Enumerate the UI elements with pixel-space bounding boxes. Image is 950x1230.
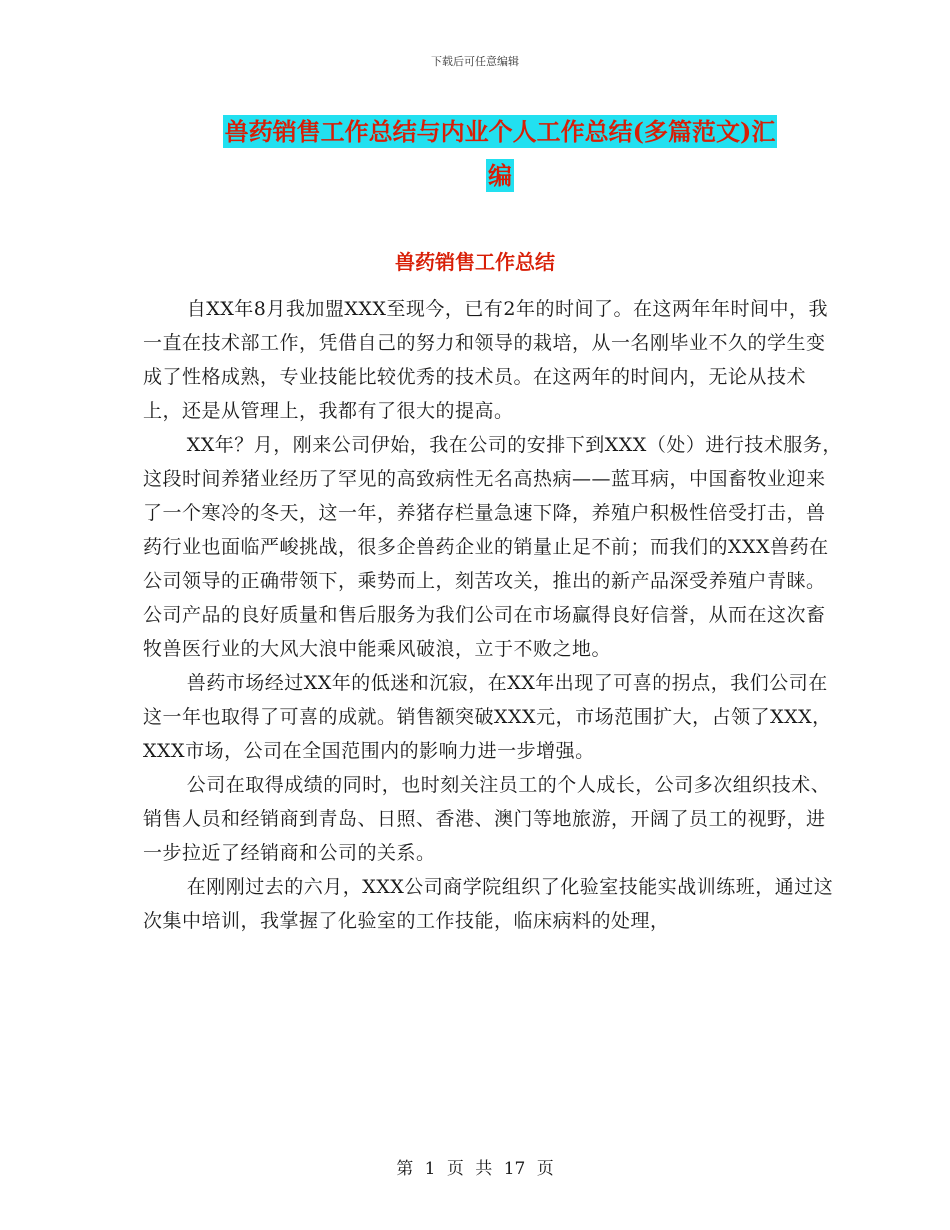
document-title-line-1: 兽药销售工作总结与内业个人工作总结(多篇范文)汇 (224, 117, 776, 146)
document-title-line-2: 编 (488, 161, 512, 190)
header-note: 下载后可任意编辑 (431, 55, 519, 68)
paragraph: 在刚刚过去的六月，XXX公司商学院组织了化验室技能实战训练班，通过这次集中培训，我掌握了化验室的工作技能，临床病料的处理， (143, 876, 834, 932)
paragraph: XX年？月，刚来公司伊始，我在公司的安排下到XXX（处）进行技术服务，这段时间养猪业经历了罕见的高致病性无名高热病——蓝耳病，中国畜牧业迎来了一个寒冷的冬天，这一年，养猪存栏量急速下降，养殖户积极性倍受打击，兽药行业也面临严峻挑战，很多企兽药企业的销量止足不前；而我们的XXX兽药在公司领导的正确带领下，乘势而上，刻苦攻关，推出的新产品深受养殖户青睐。公司产品的良好质量和售后服务为我们公司在市场赢得良好信誉，从而在这次畜牧兽医行业的大风大浪中能乘风破浪，立于不败之地。 (143, 434, 842, 660)
document-body (143, 292, 843, 938)
document-title-continued (190, 154, 810, 198)
page-number-footer: 第 1 页 共 17 页 (396, 1159, 554, 1179)
section-title: 兽药销售工作总结 (395, 250, 555, 274)
paragraph: 公司在取得成绩的同时，也时刻关注员工的个人成长，公司多次组织技术、销售人员和经销商到青岛、日照、香港、澳门等地旅游，开阔了员工的视野，进一步拉近了经销商和公司的关系。 (143, 774, 831, 864)
paragraph: 自XX年8月我加盟XXX至现今，已有2年的时间了。在这两年年时间中，我一直在技术部工作，凭借自己的努力和领导的栽培，从一名刚毕业不久的学生变成了性格成熟，专业技能比较优秀的技术员。在这两年的时间内，无论从技术上，还是从管理上，我都有了很大的提高。 (143, 298, 828, 422)
document-title (190, 110, 810, 154)
paragraph: 兽药市场经过XX年的低迷和沉寂，在XX年出现了可喜的拐点，我们公司在这一年也取得了可喜的成就。销售额突破XXX元，市场范围扩大，占领了XXX，XXX市场，公司在全国范围内的影响力进一步增强。 (143, 672, 832, 762)
